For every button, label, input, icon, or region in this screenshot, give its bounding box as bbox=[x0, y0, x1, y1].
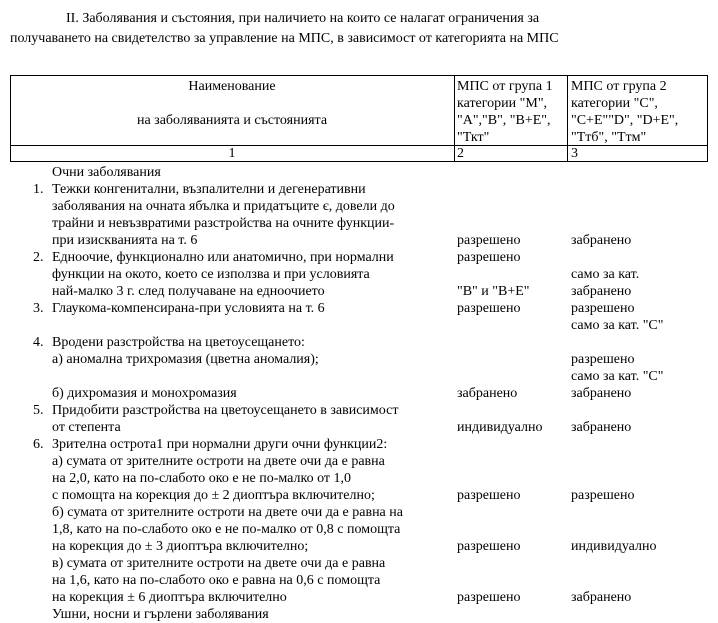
row-number: 3. bbox=[33, 301, 44, 316]
col3-number: 3 bbox=[571, 146, 578, 161]
row-condition-text: функции на окото, което се използва и при условията bbox=[52, 267, 370, 282]
row-condition-text: най-малко 3 г. след получаване на едноочието bbox=[52, 284, 325, 299]
row-condition-text: б) дихромазия и монохромазия bbox=[52, 386, 237, 401]
row-condition-text: на корекция ± 6 диоптъра включително bbox=[52, 590, 287, 605]
col2-header-line: категории "M", bbox=[457, 96, 548, 111]
row-condition-text: б) сумата от зрителните остроти на двете очи да е равна на bbox=[52, 505, 403, 520]
row-condition-text: заболявания на очната ябълка и придатъците є, довели до bbox=[52, 199, 395, 214]
row-group2-status: забранено bbox=[571, 386, 632, 401]
row-group2-status: забранено bbox=[571, 284, 632, 299]
row-condition-text: Тежки конгенитални, възпалителни и дегенеративни bbox=[52, 182, 366, 197]
table-top-border bbox=[10, 75, 708, 76]
heading-line-1: II. Заболявания и състояния, при наличието на които се налагат ограничения за bbox=[66, 11, 540, 26]
row-group1-status: разрешено bbox=[457, 590, 521, 605]
col1-header-line2: на заболяванията и състоянията bbox=[136, 113, 328, 128]
row-condition-text: Вродени разстройства на цветоусещането: bbox=[52, 335, 305, 350]
row-number: 2. bbox=[33, 250, 44, 265]
row-condition-text: при изискванията на т. 6 bbox=[52, 233, 198, 248]
table-col-divider-2 bbox=[567, 75, 568, 162]
row-group1-status: разрешено bbox=[457, 488, 521, 503]
row-condition-text: а) аномална трихромазия (цветна аномалия); bbox=[52, 352, 319, 367]
col3-header-line: "C+E""D", "D+E", bbox=[571, 113, 679, 128]
col1-number: 1 bbox=[228, 146, 236, 161]
row-condition-text: Придобити разстройства на цветоусещането в зависимост bbox=[52, 403, 399, 418]
col1-header-line1: Наименование bbox=[188, 79, 276, 94]
row-condition-text: на 2,0, като на по-слабото око е не по-малко от 1,0 bbox=[52, 471, 352, 486]
row-group1-status: разрешено bbox=[457, 539, 521, 554]
row-group2-status: разрешено bbox=[571, 301, 635, 316]
col2-header-line: "Ткт" bbox=[457, 130, 490, 145]
row-condition-text: а) сумата от зрителните остроти на двете очи да е равна bbox=[52, 454, 385, 469]
row-condition-text: на 1,6, като на по-слабото око е равна на 0,6 с помощта bbox=[52, 573, 381, 588]
row-group2-status: индивидуално bbox=[571, 539, 657, 554]
col3-header-line: МПС от група 2 bbox=[571, 79, 667, 94]
row-group1-status: индивидуално bbox=[457, 420, 543, 435]
row-condition-text: Едноочие, функционално или анатомично, при нормални bbox=[52, 250, 394, 265]
row-condition-text: Ушни, носни и гърлени заболявания bbox=[52, 607, 269, 622]
row-condition-text: 1,8, като на по-слабото око е не по-малко от 0,8 с помощта bbox=[52, 522, 401, 537]
row-condition-text: Глаукома-компенсирана-при условията на т. 6 bbox=[52, 301, 325, 316]
col3-header-line: категории "C", bbox=[571, 96, 658, 111]
row-number: 1. bbox=[33, 182, 44, 197]
row-condition-text: на корекция до ± 3 диоптъра включително; bbox=[52, 539, 309, 554]
row-group1-status: разрешено bbox=[457, 233, 521, 248]
col2-number: 2 bbox=[457, 146, 464, 161]
row-group1-status: разрешено bbox=[457, 250, 521, 265]
row-condition-text: Очни заболявания bbox=[52, 165, 161, 180]
row-condition-text: трайни и невъзвратими разстройства на очните функции- bbox=[52, 216, 395, 231]
col2-header-line: "A","B", "B+E", bbox=[457, 113, 551, 128]
row-group2-status: разрешено bbox=[571, 488, 635, 503]
row-group1-status: "B" и "B+E" bbox=[457, 284, 530, 299]
row-group2-status: забранено bbox=[571, 420, 632, 435]
row-group2-status: само за кат. bbox=[571, 267, 640, 282]
table-col-divider-1 bbox=[454, 75, 455, 162]
row-number: 4. bbox=[33, 335, 44, 350]
heading-line-2: получаването на свидетелство за управление на МПС, в зависимост от категорията на МПС bbox=[10, 31, 559, 46]
row-condition-text: от степента bbox=[52, 420, 121, 435]
row-group1-status: забранено bbox=[457, 386, 518, 401]
row-group2-status: забранено bbox=[571, 233, 632, 248]
row-number: 5. bbox=[33, 403, 44, 418]
row-group1-status: разрешено bbox=[457, 301, 521, 316]
row-group2-status: разрешено bbox=[571, 352, 635, 367]
table-right-border bbox=[707, 75, 708, 162]
row-number: 6. bbox=[33, 437, 44, 452]
row-condition-text: с помощта на корекция до ± 2 диоптъра включително; bbox=[52, 488, 375, 503]
row-group2-status: само за кат. "C" bbox=[571, 318, 664, 333]
row-condition-text: в) сумата от зрителните остроти на двете очи да е равна bbox=[52, 556, 386, 571]
row-group2-status: само за кат. "C" bbox=[571, 369, 664, 384]
col2-header-line: МПС от група 1 bbox=[457, 79, 553, 94]
row-condition-text: Зрителна острота1 при нормални други очни функции2: bbox=[52, 437, 388, 452]
col3-header-line: "Ттб", "Ттм" bbox=[571, 130, 647, 145]
row-group2-status: забранено bbox=[571, 590, 632, 605]
